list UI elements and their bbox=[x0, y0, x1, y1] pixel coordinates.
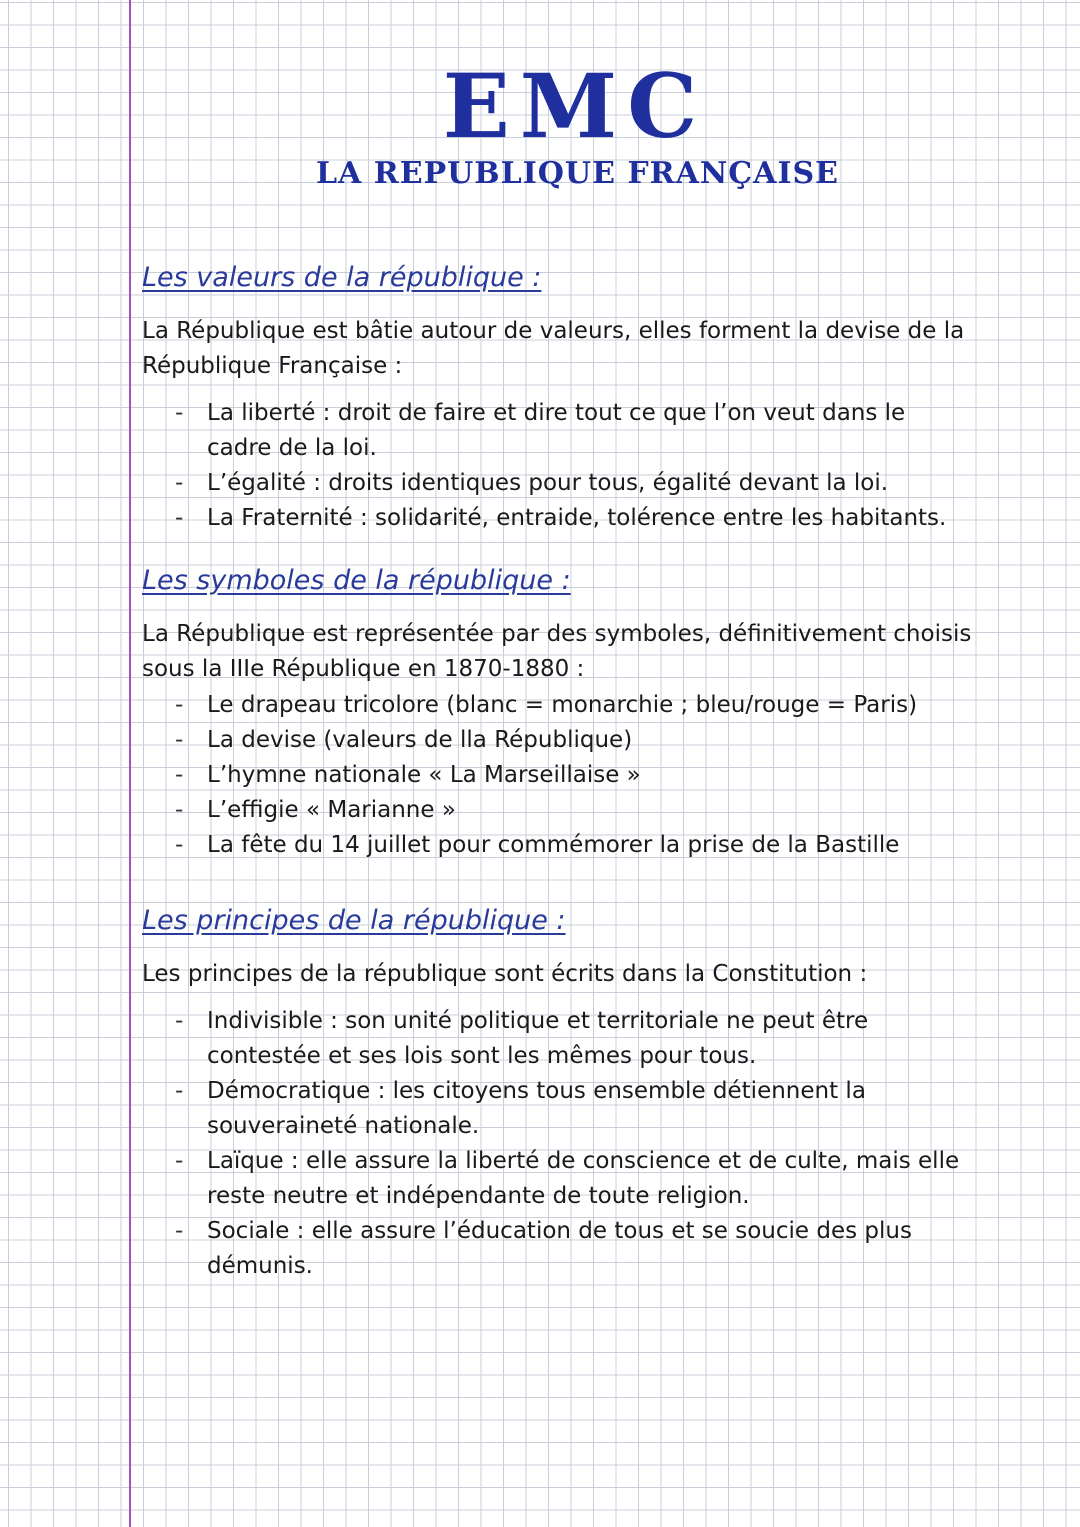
list-item bbox=[142, 1214, 1022, 1284]
bullet-dash: - bbox=[175, 832, 184, 858]
list-valeurs bbox=[142, 396, 1022, 536]
list-item-text: Laïque : elle assure la liberté de conscience et de culte, mais elle reste neutre et indépendante de toute religion. bbox=[207, 1148, 960, 1209]
list-item bbox=[142, 1074, 1022, 1144]
list-item bbox=[142, 1004, 1022, 1074]
list-item bbox=[142, 828, 1022, 863]
list-item-text: La fête du 14 juillet pour commémorer la prise de la Bastille bbox=[207, 832, 900, 858]
list-item bbox=[142, 501, 1022, 536]
list-item bbox=[142, 396, 1022, 466]
section-intro-principes: Les principes de la république sont écrits dans la Constitution : bbox=[142, 961, 868, 987]
list-item-text: L’effigie « Marianne » bbox=[207, 797, 456, 823]
bullet-dash: - bbox=[175, 400, 184, 426]
list-principes bbox=[142, 1004, 1022, 1284]
list-item bbox=[142, 688, 1022, 723]
section-intro-symboles: La République est représentée par des symboles, définitivement choisis sous la IIIe République en 1870-1880 : bbox=[142, 621, 972, 682]
list-item bbox=[142, 723, 1022, 758]
list-item bbox=[142, 793, 1022, 828]
bullet-dash: - bbox=[175, 1078, 184, 1104]
bullet-dash: - bbox=[175, 470, 184, 496]
list-item-text: La devise (valeurs de lla République) bbox=[207, 727, 633, 753]
bullet-dash: - bbox=[175, 1148, 184, 1174]
page-title: EMC bbox=[442, 54, 708, 158]
section-intro-valeurs: La République est bâtie autour de valeurs, elles forment la devise de la République Française : bbox=[142, 318, 965, 379]
list-item bbox=[142, 758, 1022, 793]
bullet-dash: - bbox=[175, 762, 184, 788]
list-item-text: La liberté : droit de faire et dire tout ce que l’on veut dans le cadre de la loi. bbox=[207, 400, 906, 461]
list-item-text: Sociale : elle assure l’éducation de tous et se soucie des plus démunis. bbox=[207, 1218, 912, 1279]
bullet-dash: - bbox=[175, 1218, 184, 1244]
list-item-text: Le drapeau tricolore (blanc = monarchie ; bleu/rouge = Paris) bbox=[207, 692, 918, 718]
page-subtitle: LA REPUBLIQUE FRANÇAISE bbox=[315, 156, 840, 191]
list-item bbox=[142, 466, 1022, 501]
bullet-dash: - bbox=[175, 797, 184, 823]
list-item-text: Démocratique : les citoyens tous ensemble détiennent la souveraineté nationale. bbox=[207, 1078, 866, 1139]
list-item-text: L’hymne nationale « La Marseillaise » bbox=[207, 762, 641, 788]
bullet-dash: - bbox=[175, 727, 184, 753]
list-symboles bbox=[142, 688, 1022, 863]
list-item bbox=[142, 1144, 1022, 1214]
list-item-text: L’égalité : droits identiques pour tous, égalité devant la loi. bbox=[207, 470, 889, 496]
bullet-dash: - bbox=[175, 1008, 184, 1034]
bullet-dash: - bbox=[175, 505, 184, 531]
section-heading-principes: Les principes de la république : bbox=[142, 905, 566, 936]
list-item-text: La Fraternité : solidarité, entraide, tolérence entre les habitants. bbox=[207, 505, 947, 531]
section-heading-symboles: Les symboles de la république : bbox=[142, 565, 571, 596]
margin-line bbox=[129, 0, 131, 1527]
bullet-dash: - bbox=[175, 692, 184, 718]
section-heading-valeurs: Les valeurs de la république : bbox=[142, 262, 542, 293]
list-item-text: Indivisible : son unité politique et territoriale ne peut être contestée et ses lois sont les mêmes pour tous. bbox=[207, 1008, 869, 1069]
